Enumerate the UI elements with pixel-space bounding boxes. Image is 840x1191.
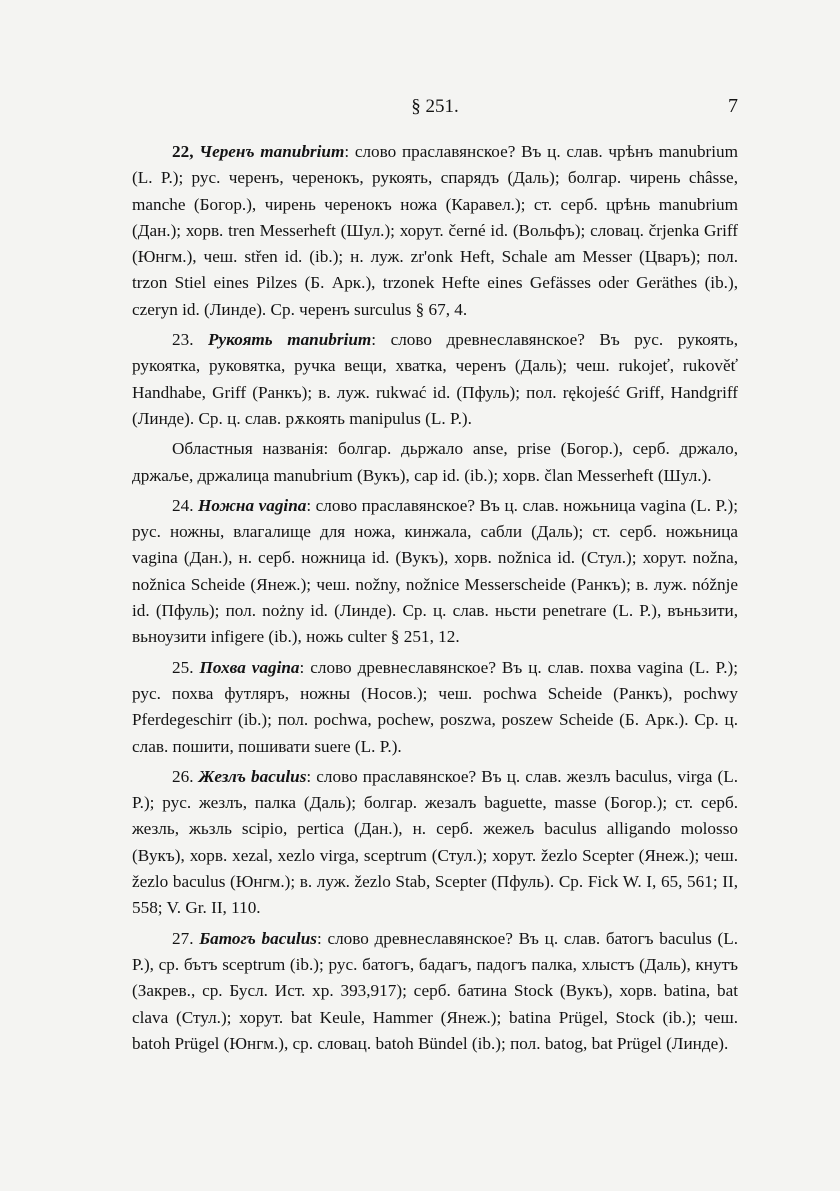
entry-text: : слово древнеславянское? Въ ц. слав. батогъ baculus (L. P.), ср. бътъ sceptrum (ib.); рус. батогъ, бадагъ, падогъ палка, хлыстъ (Даль), кнутъ (Закрев., ср. Бусл. Ист. хр. 393,917); серб. батина Stock (Вукъ), хорв. batina, bat clava (Стул.); хорут. bat Keule, Hammer (Янеж.); batina Prügel, Stock (ib.); чеш. batoh Prügel (Юнгм.), ср. словац. batoh Bündel (ib.); пол. batog, bat Prügel (Линде). <box>132 928 739 1053</box>
running-header <box>132 96 738 120</box>
entry-text: : слово древнеславянское? Въ ц. слав. похва vagina (L. P.); рус. похва футляръ, ножны (Носов.); чеш. pochwa Scheide (Ранкъ), pochwy Pferdegeschirr (ib.); пол. pochwa, pochew, poszwa, poszew Scheide (Б. Арк.). Ср. ц. слав. пошити, пошивати suere (L. P.). <box>132 657 738 756</box>
entry-headword: Похва vagina <box>199 657 300 677</box>
entry-number: 22, <box>172 142 194 161</box>
entry-headword: Рукоять manubrium <box>208 330 372 350</box>
entry-24 <box>132 493 738 651</box>
entry-22 <box>132 139 738 323</box>
entry-text: : слово праславянское? Въ ц. слав. чрѣнъ manubrium (L. P.); рус. черенъ, черенокъ, рукоять, спарядъ (Даль); болгар. чирень châsse, manche (Богор.), чирень черенокъ ножа (Каравел.); ст. серб. црѣнь manubrium (Дан.); хорв. tren Messerheft (Шул.); хорут. černé id. (Вольфъ); словац. črjenka Griff (Юнгм.), чеш. střen id. (ib.); н. луж. zr'onk Heft, Schale am Messer (Цваръ); пол. trzon Stiel eines Pilzes (Б. Арк.), trzonek Hefte eines Gefässes oder Geräthes (ib.), czeryn id. (Линде). Ср. черенъ surculus § 67, 4. <box>132 142 739 319</box>
entry-headword: Жезлъ baculus <box>198 766 307 786</box>
entry-headword: Черенъ manubrium <box>199 142 345 161</box>
page-number: 7 <box>728 95 738 117</box>
entry-26 <box>132 764 738 922</box>
entry-headword: Батогъ baculus <box>199 928 317 948</box>
section-number: § 251. <box>411 96 459 117</box>
article-body <box>132 139 738 1057</box>
entry-headword: Ножна vagina <box>198 495 307 515</box>
entry-27 <box>132 926 738 1057</box>
entry-number: 25. <box>172 657 194 677</box>
entry-text: : слово праславянское? Въ ц. слав. жезлъ baculus, virga (L. P.); рус. жезлъ, палка (Даль); болгар. жезалъ baguette, masse (Богор.); ст. серб. жезль, жьзль scipio, pertica (Дан.), н. серб. жежељ baculus alligando molosso (Вукъ), хорв. xezal, xezlo virga, sceptrum (Стул.); хорут. žezlo Scepter (Янеж.); чеш. žezlo baculus (Юнгм.); в. луж. žezlo Stab, Scepter (Пфуль). Ср. Fick W. I, 65, 561; II, 558; V. Gr. II, 110. <box>132 766 738 918</box>
entry-number: 26. <box>172 766 194 786</box>
entry-number: 27. <box>172 928 194 948</box>
entry-text: Областныя названія: болгар. дьржало anse, prise (Богор.), серб. држало, држаље, држалица manubrium (Вукъ), cap id. (ib.); хорв. član Messerheft (Шул.). <box>132 439 738 485</box>
entry-number: 24. <box>172 495 194 515</box>
entry-number: 23. <box>172 330 194 350</box>
entry-23 <box>132 327 738 432</box>
entry-text: : слово древнеславянское? Въ рус. рукоять, рукоятка, руковятка, ручка вещи, хватка, черенъ (Даль); чеш. rukojeť, rukověť Handhabe, Griff (Ранкъ); в. луж. rukwać id. (Пфуль); пол. rękojeść Griff, Handgriff (Линде). Ср. ц. слав. рѫкоять manipulus (L. P.). <box>132 330 738 428</box>
regional-names-paragraph <box>132 436 738 489</box>
entry-25 <box>132 655 738 760</box>
entry-text: : слово праславянское? Въ ц. слав. ножьница vagina (L. P.); рус. ножны, влагалище для ножа, кинжала, сабли (Даль); ст. серб. ножьница vagina (Дан.), н. серб. ножница id. (Вукъ), хорв. nožnica id. (Стул.); хорут. nožna, nožnica Scheide (Янеж.); чеш. nožny, nožnice Messerscheide (Ранкъ); в. луж. nóžnje id. (Пфуль); пол. nożny id. (Линде). Ср. ц. слав. ньсти penetrare (L. P.), въньзити, вьноузити infigere (ib.), ножь culter § 251, 12. <box>132 495 738 647</box>
